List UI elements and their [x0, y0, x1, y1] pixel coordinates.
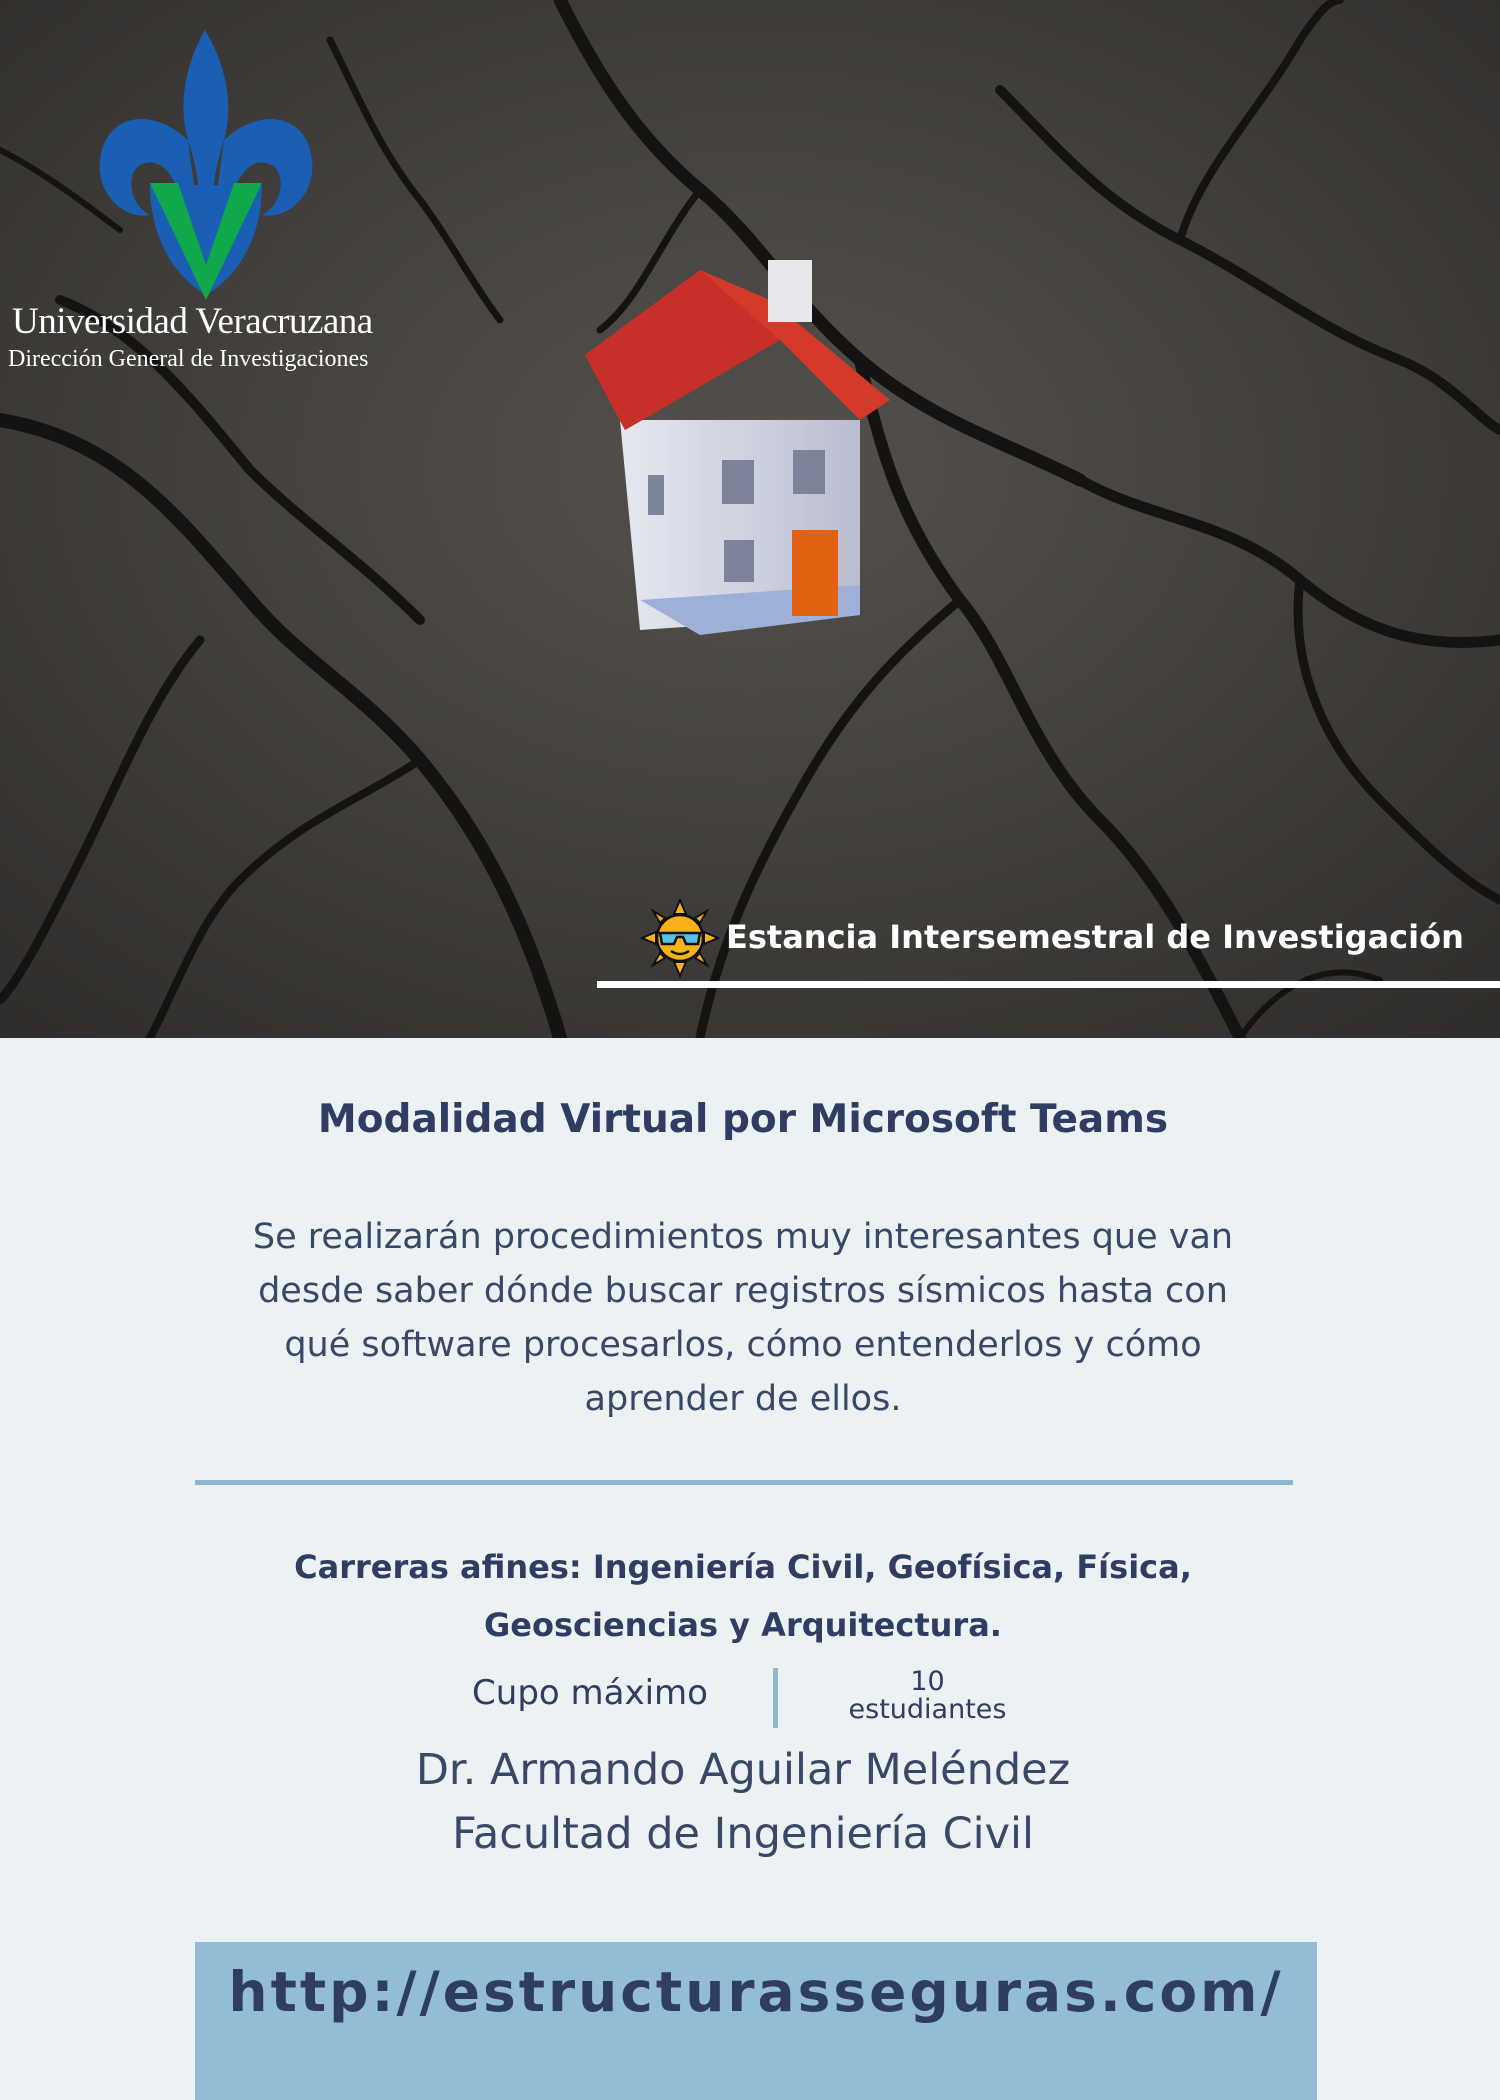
website-link[interactable]: http://estructurasseguras.com/: [228, 1960, 1284, 2024]
university-subtitle: Dirección General de Investigaciones: [8, 346, 369, 372]
professor-block: [250, 1738, 1236, 1866]
program-underline: [597, 981, 1500, 988]
professor-name: Dr. Armando Aguilar Meléndez: [415, 1745, 1071, 1795]
capacity-label: Cupo máximo: [472, 1673, 708, 1713]
course-description: Se realizarán procedimientos muy interesantes que van desde saber dónde buscar registros sísmicos hasta con qué software procesarlos, cómo entenderlos y cómo aprender de ellos.: [252, 1217, 1234, 1419]
program-title: Estancia Intersemestral de Investigación: [726, 918, 1464, 956]
capacity-separator: [773, 1668, 778, 1728]
logo-emblem-icon: [0, 25, 410, 305]
modality-title: Modalidad Virtual por Microsoft Teams: [317, 1097, 1169, 1142]
url-banner: [195, 1942, 1317, 2100]
sun-with-sunglasses-icon: [640, 898, 720, 978]
related-careers: Carreras afines: Ingeniería Civil, Geofísica, Física, Geosciencias y Arquitectura.: [294, 1548, 1192, 1644]
program-banner: [640, 898, 1500, 984]
hero-image: [0, 0, 1500, 1038]
capacity-unit: estudiantes: [848, 1694, 1007, 1725]
info-section: [0, 1038, 1500, 2100]
section-divider: [195, 1480, 1293, 1485]
capacity-value: 10: [910, 1666, 945, 1697]
faculty-name: Facultad de Ingeniería Civil: [452, 1809, 1034, 1859]
university-name: Universidad Veracruzana: [12, 301, 373, 342]
